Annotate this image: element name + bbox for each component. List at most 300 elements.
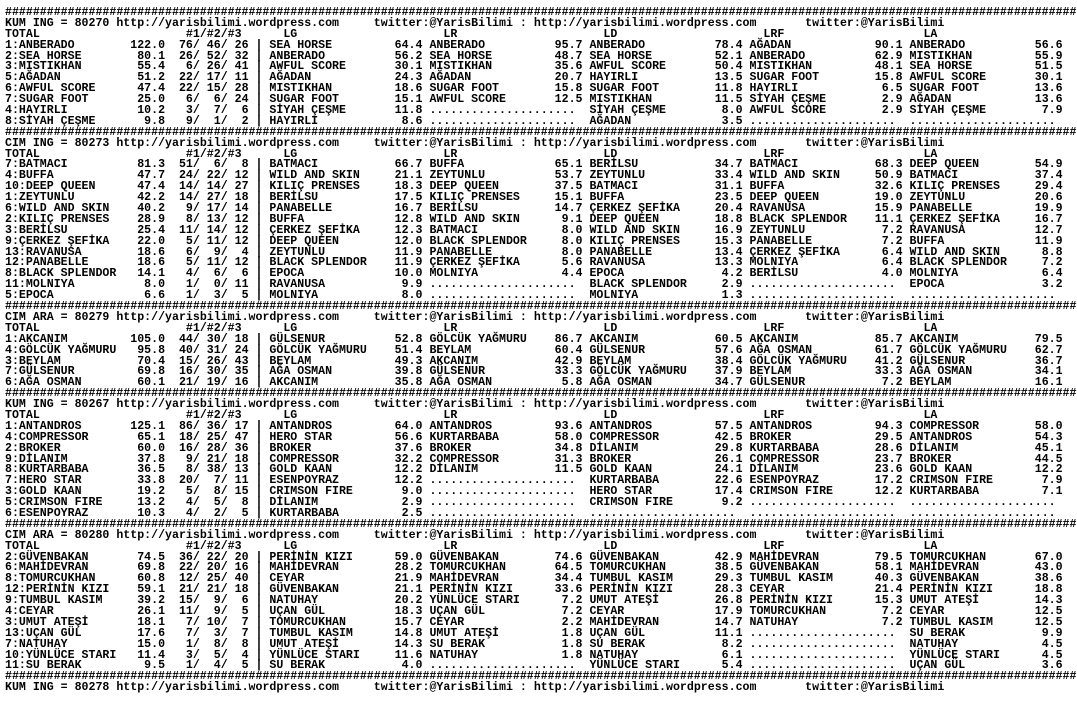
lrf-column-header: LRF — [749, 27, 910, 41]
lr-entry: ANBERADO 95.7 — [429, 38, 590, 52]
horse-rank-name: 2:KILIÇ PRENSES — [5, 212, 124, 226]
lr-column-header: LR — [429, 321, 590, 335]
table-row: 2:SEA HORSE 80.1 26/ 52/ 32 | ANBERADO 56.2 SEA HORSE 48.7 SEA HORSE 52.1 ANBERADO 62.9 MISTIKHAN 55.9 — [5, 49, 1070, 63]
table-row: 8:SİYAH ÇEŞME 9.8 9/ 1/ 2 | HAYIRLI 8.6 ..................... AĞADAN 3.5 ..................... ..................... — [5, 114, 1070, 128]
ld-entry: PERİNİN KIZI 28.3 — [589, 583, 750, 597]
lr-entry: BROKER 34.8 — [429, 441, 590, 455]
twitter-handle: twitter:@YarisBilimi — [805, 310, 945, 324]
ld-entry: MISTIKHAN 11.5 — [589, 93, 750, 107]
table-row: 4:COMPRESSOR 65.1 18/ 25/ 47 | HERO STAR 56.6 KURTARBABA 58.0 COMPRESSOR 42.5 BROKER 29.5 ANTANDROS 54.3 — [5, 430, 1070, 444]
lg-entry: SUGAR FOOT 15.1 — [269, 93, 430, 107]
total-value: 65.1 — [123, 430, 166, 444]
ld-entry: MAHİDEVRAN 14.7 — [589, 615, 750, 629]
lg-entry: PERİNİN KIZI 59.0 — [269, 550, 430, 564]
la-column-header: LA — [909, 321, 1070, 335]
la-entry: ANTANDROS 54.3 — [909, 430, 1070, 444]
placings-value: 22/ 20/ 16 — [172, 561, 249, 575]
total-value: 81.3 — [123, 158, 166, 172]
ld-entry: TUMBUL KASIM 29.3 — [589, 572, 750, 586]
ld-column-header: LD — [589, 539, 750, 553]
lrf-entry: ANTANDROS 94.3 — [749, 419, 910, 433]
la-entry: ZEYTUNLU 20.6 — [909, 191, 1070, 205]
wordpress-url: http://yarisbilimi.wordpress.com — [116, 528, 339, 542]
total-value: 69.8 — [123, 365, 166, 379]
placings-column-header: #1/#2/#3 — [185, 408, 242, 422]
la-entry: PANABELLE 19.9 — [909, 202, 1070, 216]
ld-entry: AĞA OSMAN 34.7 — [589, 376, 750, 390]
lg-entry: CRIMSON FIRE 9.0 — [269, 485, 430, 499]
total-value: 19.2 — [123, 485, 166, 499]
twitter-handle: twitter:@YarisBilimi — [373, 528, 513, 542]
total-value: 28.9 — [123, 212, 166, 226]
lg-column-header: LG — [269, 321, 430, 335]
horse-rank-name: 7:BATMACI — [5, 158, 124, 172]
la-entry: KURTARBABA 7.1 — [909, 485, 1070, 499]
table-row: 3:BEYLAM 70.4 15/ 26/ 43 | BEYLAM 49.3 AKCANIM 42.9 BEYLAM 38.4 GÖLCÜK YAĞMURU 41.2 GÜLSENUR 36.7 — [5, 354, 1070, 368]
table-row: 9:DİLANIM 37.8 9/ 21/ 18 | COMPRESSOR 32.2 COMPRESSOR 31.3 BROKER 26.1 COMPRESSOR 23.7 BROKER 44.5 — [5, 452, 1070, 466]
lr-entry: UÇAN GÜL 7.2 — [429, 604, 590, 618]
lrf-entry: CEYAR 21.4 — [749, 583, 910, 597]
total-value: 80.1 — [123, 49, 166, 63]
lrf-entry: ESENPOYRAZ 17.2 — [749, 474, 910, 488]
total-value: 95.8 — [123, 343, 166, 357]
placings-value: 7/ 10/ 7 — [172, 615, 249, 629]
la-entry: AWFUL SCORE 30.1 — [909, 71, 1070, 85]
la-entry: GÜVENBAKAN 38.6 — [909, 572, 1070, 586]
total-value: 60.0 — [123, 441, 166, 455]
lg-entry: BEYLAM 49.3 — [269, 354, 430, 368]
total-value: 59.1 — [123, 583, 166, 597]
table-row: 13:RAVANUSA 18.6 6/ 9/ 4 | ZEYTUNLU 11.9 PANABELLE 8.0 PANABELLE 13.4 ÇERKEZ ŞEFİKA 6.4 WILD AND SKIN 8.8 — [5, 245, 1070, 259]
wordpress-url: http://yarisbilimi.wordpress.com — [116, 310, 339, 324]
ld-column-header: LD — [589, 408, 750, 422]
horse-rank-name: 13:UÇAN GÜL — [5, 626, 124, 640]
horse-rank-name: 8:KURTARBABA — [5, 463, 124, 477]
placings-value: 22/ 17/ 11 — [172, 71, 249, 85]
horse-rank-name: 3:GOLD KAAN — [5, 485, 124, 499]
placings-value: 14/ 14/ 27 — [172, 180, 249, 194]
total-value: 8.0 — [123, 278, 166, 292]
lrf-entry: BEYLAM 33.3 — [749, 365, 910, 379]
lg-entry: DİLANIM 2.9 — [269, 496, 430, 510]
ld-empty: ..................... — [589, 506, 750, 520]
lrf-entry: RAVANUSA 15.9 — [749, 202, 910, 216]
placings-value: 1/ 3/ 5 — [172, 289, 249, 303]
table-row: 7:BATMACI 81.3 51/ 6/ 8 | BATMACI 66.7 BUFFA 65.1 BERİLSU 34.7 BATMACI 68.3 DEEP QUEEN 54.9 — [5, 158, 1070, 172]
ld-entry: DİLANIM 29.8 — [589, 441, 750, 455]
section-title: KUM ING = 80270 — [5, 16, 110, 30]
total-value: 39.2 — [123, 594, 166, 608]
la-entry: AĞADAN 13.6 — [909, 93, 1070, 107]
total-value: 55.4 — [123, 60, 166, 74]
lg-entry: AĞA OSMAN 39.8 — [269, 365, 430, 379]
la-entry: MISTIKHAN 55.9 — [909, 49, 1070, 63]
placings-value: 24/ 22/ 12 — [172, 169, 249, 183]
lr-entry: ANTANDROS 93.6 — [429, 419, 590, 433]
placings-value: 1/ 8/ 8 — [172, 637, 249, 651]
horse-rank-name: 6:MAHİDEVRAN — [5, 561, 124, 575]
table-row: 13:UÇAN GÜL 17.6 7/ 3/ 7 | TUMBUL KASIM 14.8 UMUT ATEŞİ 1.8 UÇAN GÜL 11.1 ..................... SU BERAK 9.9 — [5, 626, 1070, 640]
lr-entry: AĞADAN 20.7 — [429, 71, 590, 85]
lg-entry: BATMACI 66.7 — [269, 158, 430, 172]
ld-entry: AKCANIM 60.5 — [589, 332, 750, 346]
twitter-handle: twitter:@YarisBilimi — [805, 16, 945, 30]
la-entry: TUMBUL KASIM 12.5 — [909, 615, 1070, 629]
ld-entry: ANBERADO 78.4 — [589, 38, 750, 52]
total-value: 18.1 — [123, 615, 166, 629]
ld-entry: HERO STAR 17.4 — [589, 485, 750, 499]
la-entry: BROKER 44.5 — [909, 452, 1070, 466]
la-entry: PERİNİN KIZI 18.8 — [909, 583, 1070, 597]
placings-value: 6/ 9/ 4 — [172, 245, 249, 259]
twitter-handle: twitter:@YarisBilimi — [805, 136, 945, 150]
table-row: 3:GOLD KAAN 19.2 5/ 8/ 15 | CRIMSON FIRE 9.0 ..................... HERO STAR 17.4 CRIMSON FIRE 12.2 KURTARBABA 7.1 — [5, 485, 1070, 499]
lrf-empty: ..................... — [749, 289, 910, 303]
lr-empty: ..................... — [429, 659, 590, 673]
table-row: 4:BUFFA 47.7 24/ 22/ 12 | WILD AND SKIN 21.1 ZEYTUNLU 53.7 ZEYTUNLU 33.4 WILD AND SKIN 50.9 BATMACI 37.4 — [5, 169, 1070, 183]
ld-entry: GÖLCÜK YAĞMURU 37.9 — [589, 365, 750, 379]
ld-entry: ÇERKEZ ŞEFİKA 20.4 — [589, 202, 750, 216]
lg-entry: COMPRESSOR 32.2 — [269, 452, 430, 466]
lg-entry: ÇERKEZ ŞEFİKA 12.3 — [269, 223, 430, 237]
horse-rank-name: 5:EPOCA — [5, 289, 124, 303]
ld-entry: GÜLSENUR 57.6 — [589, 343, 750, 357]
ld-entry: TOMURCUKHAN 38.5 — [589, 561, 750, 575]
lg-entry: ESENPOYRAZ 12.2 — [269, 474, 430, 488]
lrf-column-header: LRF — [749, 147, 910, 161]
table-row: 7:GÜLSENUR 69.8 16/ 30/ 35 | AĞA OSMAN 39.8 GÜLSENUR 33.3 GÖLCÜK YAĞMURU 37.9 BEYLAM 33.3 AĞA OSMAN 34.1 — [5, 365, 1070, 379]
total-value: 47.4 — [123, 180, 166, 194]
wordpress-url: http://yarisbilimi.wordpress.com — [116, 398, 339, 412]
total-value: 33.8 — [123, 474, 166, 488]
section-header: CIM ARA = 80279 http://yarisbilimi.wordpress.com twitter:@YarisBilimi : http://yarisbilimi.wordpress.com twitter:@YarisBilimi — [5, 310, 945, 324]
total-value: 47.7 — [123, 169, 166, 183]
total-column-header: TOTAL — [5, 321, 186, 335]
la-empty: ..................... — [909, 289, 1070, 303]
lrf-entry: MAHİDEVRAN 79.5 — [749, 550, 910, 564]
table-row: 4:HAYIRLI 10.2 3/ 7/ 6 | SİYAH ÇEŞME 11.8 ..................... SİYAH ÇEŞME 8.0 AWFUL SCORE 2.9 SİYAH ÇEŞME 7.9 — [5, 104, 1070, 118]
la-entry: AĞA OSMAN 34.1 — [909, 365, 1070, 379]
table-row: 8:TOMURCUKHAN 60.8 12/ 25/ 40 | CEYAR 21.9 MAHİDEVRAN 34.4 TUMBUL KASIM 29.3 TUMBUL KASIM 40.3 GÜVENBAKAN 38.6 — [5, 572, 1070, 586]
wordpress-url: http://yarisbilimi.wordpress.com — [533, 398, 757, 412]
total-value: 40.2 — [123, 202, 166, 216]
lrf-entry: AKCANIM 85.7 — [749, 332, 910, 346]
section-header: CIM ARA = 80280 http://yarisbilimi.wordpress.com twitter:@YarisBilimi : http://yarisbilimi.wordpress.com twitter:@YarisBilimi — [5, 528, 945, 542]
horse-rank-name: 7:SUGAR FOOT — [5, 93, 124, 107]
total-value: 60.8 — [123, 572, 166, 586]
la-entry: BEYLAM 16.1 — [909, 376, 1070, 390]
ld-entry: SUGAR FOOT 11.8 — [589, 82, 750, 96]
lr-empty: ..................... — [429, 289, 590, 303]
placings-value: 5/ 11/ 12 — [172, 256, 249, 270]
ld-entry: EPOCA 4.2 — [589, 267, 750, 281]
total-value: 105.0 — [123, 332, 166, 346]
lrf-empty: ..................... — [749, 637, 910, 651]
table-row: 5:AĞADAN 51.2 22/ 17/ 11 | AĞADAN 24.3 AĞADAN 20.7 HAYIRLI 13.5 SUGAR FOOT 15.8 AWFUL SCORE 30.1 — [5, 71, 1070, 85]
lg-entry: SİYAH ÇEŞME 11.8 — [269, 104, 430, 118]
lr-column-header: LR — [429, 408, 590, 422]
lrf-entry: GÜLSENUR 7.2 — [749, 376, 910, 390]
ld-entry: BLACK SPLENDOR 2.9 — [589, 278, 750, 292]
la-entry: SİYAH ÇEŞME 7.9 — [909, 104, 1070, 118]
la-entry: SUGAR FOOT 13.6 — [909, 82, 1070, 96]
lr-entry: ZEYTUNLU 53.7 — [429, 169, 590, 183]
la-entry: GÜLSENUR 36.7 — [909, 354, 1070, 368]
placings-value: 9/ 1/ 2 — [172, 114, 249, 128]
table-row: 5:CRIMSON FIRE 13.2 4/ 5/ 8 | DİLANIM 2.9 ..................... CRIMSON FIRE 9.2 ..................... ..................... — [5, 496, 1070, 510]
table-row: 6:MAHİDEVRAN 69.8 22/ 20/ 16 | MAHİDEVRAN 28.2 TOMURCUKHAN 64.5 TOMURCUKHAN 38.5 GÜVENBAKAN 58.1 MAHİDEVRAN 43.0 — [5, 561, 1070, 575]
lrf-empty: ..................... — [749, 648, 910, 662]
lg-entry: BROKER 37.6 — [269, 441, 430, 455]
table-row: 8:BLACK SPLENDOR 14.1 4/ 6/ 6 | EPOCA 10.0 MOLNIYA 4.4 EPOCA 4.2 BERİLSU 4.0 MOLNIYA 6.4 — [5, 267, 1070, 281]
separator-line: ########################################################################################################################################################## — [5, 300, 1077, 314]
placings-value: 8/ 38/ 13 — [172, 463, 249, 477]
lrf-entry: HAYIRLI 6.5 — [749, 82, 910, 96]
horse-rank-name: 2:GÜVENBAKAN — [5, 550, 124, 564]
horse-rank-name: 3:BERİLSU — [5, 223, 124, 237]
horse-rank-name: 1:ANTANDROS — [5, 419, 124, 433]
lrf-entry: BLACK SPLENDOR 11.1 — [749, 212, 910, 226]
wordpress-url: http://yarisbilimi.wordpress.com — [116, 16, 339, 30]
ld-entry: ANTANDROS 57.5 — [589, 419, 750, 433]
lg-entry: UÇAN GÜL 18.3 — [269, 604, 430, 618]
lr-entry: BATMACI 8.0 — [429, 223, 590, 237]
lg-entry: ZEYTUNLU 11.9 — [269, 245, 430, 259]
lrf-column-header: LRF — [749, 321, 910, 335]
horse-rank-name: 4:BUFFA — [5, 169, 124, 183]
lr-entry: GÖLCÜK YAĞMURU 86.7 — [429, 332, 590, 346]
ld-entry: GÜVENBAKAN 42.9 — [589, 550, 750, 564]
lr-entry: AWFUL SCORE 12.5 — [429, 93, 590, 107]
placings-value: 4/ 5/ 8 — [172, 496, 249, 510]
total-value: 26.1 — [123, 604, 166, 618]
section-header: KUM ING = 80278 http://yarisbilimi.wordpress.com twitter:@YarisBilimi : http://yarisbilimi.wordpress.com twitter:@YarisBilimi — [5, 681, 945, 695]
placings-column-header: #1/#2/#3 — [185, 147, 242, 161]
la-entry: ÇERKEZ ŞEFİKA 16.7 — [909, 212, 1070, 226]
lg-entry: HERO STAR 56.6 — [269, 430, 430, 444]
placings-value: 21/ 21/ 18 — [172, 583, 249, 597]
table-row: 7:SUGAR FOOT 25.0 6/ 6/ 24 | SUGAR FOOT 15.1 AWFUL SCORE 12.5 MISTIKHAN 11.5 SİYAH ÇEŞME 2.9 AĞADAN 13.6 — [5, 93, 1070, 107]
table-row: 5:EPOCA 6.6 1/ 3/ 5 | MOLNIYA 8.0 ..................... MOLNIYA 1.3 ..................... ..................... — [5, 289, 1070, 303]
lg-entry: CEYAR 21.9 — [269, 572, 430, 586]
la-entry: KILIÇ PRENSES 29.4 — [909, 180, 1070, 194]
lg-entry: BLACK SPLENDOR 11.9 — [269, 256, 430, 270]
placings-value: 1/ 4/ 5 — [172, 659, 249, 673]
lrf-entry: GÜVENBAKAN 58.1 — [749, 561, 910, 575]
lr-entry: DEEP QUEEN 37.5 — [429, 180, 590, 194]
total-value: 125.1 — [123, 419, 166, 433]
lrf-column-header: LRF — [749, 408, 910, 422]
twitter-handle: twitter:@YarisBilimi — [373, 136, 513, 150]
lg-entry: AĞADAN 24.3 — [269, 71, 430, 85]
total-value: 17.6 — [123, 626, 166, 640]
lr-entry: YÜNLÜCE STARI 7.2 — [429, 594, 590, 608]
la-entry: DİLANIM 45.1 — [909, 441, 1070, 455]
lr-empty: ..................... — [429, 104, 590, 118]
lg-entry: MISTIKHAN 18.6 — [269, 82, 430, 96]
wordpress-url: http://yarisbilimi.wordpress.com — [116, 136, 339, 150]
lg-column-header: LG — [269, 27, 430, 41]
lrf-entry: TOMURCUKHAN 7.2 — [749, 604, 910, 618]
lg-entry: BUFFA 12.8 — [269, 212, 430, 226]
table-row: 9:ÇERKEZ ŞEFİKA 22.0 5/ 11/ 12 | DEEP QUEEN 12.0 BLACK SPLENDOR 8.0 KILIÇ PRENSES 15.3 PANABELLE 7.2 BUFFA 11.9 — [5, 234, 1070, 248]
la-entry: MOLNIYA 6.4 — [909, 267, 1070, 281]
lrf-entry: ZEYTUNLU 7.2 — [749, 223, 910, 237]
lg-entry: GÜVENBAKAN 21.1 — [269, 583, 430, 597]
total-value: 9.8 — [123, 114, 166, 128]
lr-entry: MISTIKHAN 35.6 — [429, 60, 590, 74]
lg-entry: HAYIRLI 8.6 — [269, 114, 430, 128]
la-entry: UÇAN GÜL 3.6 — [909, 659, 1070, 673]
ld-entry: BERİLSU 34.7 — [589, 158, 750, 172]
table-row: 4:CEYAR 26.1 11/ 9/ 5 | UÇAN GÜL 18.3 UÇAN GÜL 7.2 CEYAR 17.9 TOMURCUKHAN 7.2 CEYAR 12.5 — [5, 604, 1070, 618]
lrf-entry: CRIMSON FIRE 12.2 — [749, 485, 910, 499]
lrf-entry: TUMBUL KASIM 40.3 — [749, 572, 910, 586]
ld-entry: UÇAN GÜL 11.1 — [589, 626, 750, 640]
horse-rank-name: 9:ÇERKEZ ŞEFİKA — [5, 234, 124, 248]
placings-value: 11/ 14/ 12 — [172, 223, 249, 237]
horse-rank-name: 1:ZEYTUNLU — [5, 191, 124, 205]
placings-value: 4/ 6/ 6 — [172, 267, 249, 281]
lg-entry: ANBERADO 56.2 — [269, 49, 430, 63]
horse-rank-name: 4:HAYIRLI — [5, 104, 124, 118]
section-title: KUM ING = 80278 — [5, 681, 110, 695]
placings-column-header: #1/#2/#3 — [185, 27, 242, 41]
placings-value: 6/ 26/ 41 — [172, 60, 249, 74]
twitter-handle: twitter:@YarisBilimi — [805, 681, 945, 695]
lg-entry: PANABELLE 16.7 — [269, 202, 430, 216]
table-row: 12:PERİNİN KIZI 59.1 21/ 21/ 18 | GÜVENBAKAN 21.1 PERİNİN KIZI 33.6 PERİNİN KIZI 28.3 CEYAR 21.4 PERİNİN KIZI 18.8 — [5, 583, 1070, 597]
la-entry: BATMACI 37.4 — [909, 169, 1070, 183]
ld-entry: MOLNIYA 1.3 — [589, 289, 750, 303]
section-title: CIM ARA = 80279 — [5, 310, 110, 324]
la-entry: BUFFA 11.9 — [909, 234, 1070, 248]
lr-empty: ..................... — [429, 114, 590, 128]
lr-entry: SUGAR FOOT 15.8 — [429, 82, 590, 96]
lr-empty: ..................... — [429, 496, 590, 510]
horse-rank-name: 12:PANABELLE — [5, 256, 124, 270]
lr-entry: PERİNİN KIZI 33.6 — [429, 583, 590, 597]
lr-entry: TOMURCUKHAN 64.5 — [429, 561, 590, 575]
placings-value: 86/ 36/ 17 — [172, 419, 249, 433]
table-row: 8:KURTARBABA 36.5 8/ 38/ 13 | GOLD KAAN 12.2 DİLANIM 11.5 GOLD KAAN 24.1 DİLANIM 23.6 GOLD KAAN 12.2 — [5, 463, 1070, 477]
placings-value: 3/ 7/ 6 — [172, 104, 249, 118]
lr-column-header: LR — [429, 147, 590, 161]
ld-entry: RAVANUSA 13.3 — [589, 256, 750, 270]
horse-rank-name: 9:DİLANIM — [5, 452, 124, 466]
horse-rank-name: 4:CEYAR — [5, 604, 124, 618]
horse-rank-name: 6:AĞA OSMAN — [5, 376, 124, 390]
horse-rank-name: 8:TOMURCUKHAN — [5, 572, 124, 586]
lg-entry: AWFUL SCORE 30.1 — [269, 60, 430, 74]
lg-entry: GOLD KAAN 12.2 — [269, 463, 430, 477]
lrf-empty: ..................... — [749, 626, 910, 640]
ld-entry: BEYLAM 38.4 — [589, 354, 750, 368]
lg-entry: AKCANIM 35.8 — [269, 376, 430, 390]
lr-entry: WILD AND SKIN 9.1 — [429, 212, 590, 226]
lrf-entry: ÇERKEZ ŞEFİKA 6.4 — [749, 245, 910, 259]
la-entry: DEEP QUEEN 54.9 — [909, 158, 1070, 172]
twitter-handle: twitter:@YarisBilimi — [373, 16, 513, 30]
la-entry: YÜNLÜCE STARI 4.5 — [909, 648, 1070, 662]
lrf-entry: NATUHAY 7.2 — [749, 615, 910, 629]
horse-rank-name: 4:GÖLCÜK YAĞMURU — [5, 343, 124, 357]
wordpress-url: http://yarisbilimi.wordpress.com — [533, 136, 757, 150]
table-row: 1:ANTANDROS 125.1 86/ 36/ 17 | ANTANDROS 64.0 ANTANDROS 93.6 ANTANDROS 57.5 ANTANDROS 94.3 COMPRESSOR 58.0 — [5, 419, 1070, 433]
placings-value: 1/ 0/ 11 — [172, 278, 249, 292]
la-empty: ..................... — [909, 496, 1070, 510]
horse-rank-name: 9:TUMBUL KASIM — [5, 594, 124, 608]
horse-rank-name: 10:YÜNLÜCE STARI — [5, 648, 124, 662]
lrf-empty: ..................... — [749, 659, 910, 673]
placings-value: 12/ 25/ 40 — [172, 572, 249, 586]
lr-entry: MOLNIYA 4.4 — [429, 267, 590, 281]
lrf-entry: BROKER 29.5 — [749, 430, 910, 444]
lrf-entry: SUGAR FOOT 15.8 — [749, 71, 910, 85]
ld-entry: SEA HORSE 52.1 — [589, 49, 750, 63]
lr-entry: KILIÇ PRENSES 15.1 — [429, 191, 590, 205]
lrf-entry: DİLANIM 23.6 — [749, 463, 910, 477]
lg-entry: EPOCA 10.0 — [269, 267, 430, 281]
horse-rank-name: 4:COMPRESSOR — [5, 430, 124, 444]
wordpress-url: http://yarisbilimi.wordpress.com — [533, 528, 757, 542]
total-column-header: TOTAL — [5, 147, 186, 161]
table-row: 6:WILD AND SKIN 40.2 9/ 17/ 14 | PANABELLE 16.7 BERİLSU 14.7 ÇERKEZ ŞEFİKA 20.4 RAVANUSA 15.9 PANABELLE 19.9 — [5, 202, 1070, 216]
lr-empty: ..................... — [429, 485, 590, 499]
horse-rank-name: 8:SİYAH ÇEŞME — [5, 114, 124, 128]
ld-entry: HAYIRLI 13.5 — [589, 71, 750, 85]
ld-entry: AWFUL SCORE 50.4 — [589, 60, 750, 74]
lg-column-header: LG — [269, 147, 430, 161]
separator-line: ########################################################################################################################################################## — [5, 670, 1077, 684]
section-title: CIM ARA = 80280 — [5, 528, 110, 542]
total-value: 51.2 — [123, 71, 166, 85]
lrf-entry: WILD AND SKIN 50.9 — [749, 169, 910, 183]
placings-value: 15/ 9/ 6 — [172, 594, 249, 608]
horse-rank-name: 13:RAVANUSA — [5, 245, 124, 259]
horse-rank-name: 6:ESENPOYRAZ — [5, 506, 124, 520]
table-row: 9:TUMBUL KASIM 39.2 15/ 9/ 6 | NATUHAY 20.2 YÜNLÜCE STARI 7.2 UMUT ATEŞİ 26.8 PERİNİN KIZI 15.3 UMUT ATEŞİ 14.3 — [5, 594, 1070, 608]
total-value: 47.4 — [123, 82, 166, 96]
ld-entry: CRIMSON FIRE 9.2 — [589, 496, 750, 510]
la-entry: TOMURCUKHAN 67.0 — [909, 550, 1070, 564]
lg-entry: KILIÇ PRENSES 18.3 — [269, 180, 430, 194]
la-empty: ..................... — [909, 114, 1070, 128]
lg-entry: NATUHAY 20.2 — [269, 594, 430, 608]
lr-empty: ..................... — [429, 278, 590, 292]
lr-entry: UMUT ATEŞİ 1.8 — [429, 626, 590, 640]
lr-column-header: LR — [429, 27, 590, 41]
total-value: 18.6 — [123, 245, 166, 259]
horse-rank-name: 7:GÜLSENUR — [5, 365, 124, 379]
lr-entry: BEYLAM 60.4 — [429, 343, 590, 357]
wordpress-url: http://yarisbilimi.wordpress.com — [533, 310, 757, 324]
placings-value: 8/ 13/ 12 — [172, 212, 249, 226]
total-value: 36.5 — [123, 463, 166, 477]
total-value: 42.2 — [123, 191, 166, 205]
horse-rank-name: 2:BROKER — [5, 441, 124, 455]
placings-value: 5/ 11/ 12 — [172, 234, 249, 248]
horse-rank-name: 7:NATUHAY — [5, 637, 124, 651]
section-title: CIM ING = 80273 — [5, 136, 110, 150]
la-entry: MAHİDEVRAN 43.0 — [909, 561, 1070, 575]
lg-entry: GÜLSENUR 52.8 — [269, 332, 430, 346]
twitter-handle: twitter:@YarisBilimi — [805, 398, 945, 412]
horse-rank-name: 3:UMUT ATEŞİ — [5, 615, 124, 629]
lg-entry: KURTARBABA 2.5 — [269, 506, 430, 520]
placings-value: 16/ 28/ 36 — [172, 441, 249, 455]
section-title: KUM ING = 80267 — [5, 398, 110, 412]
